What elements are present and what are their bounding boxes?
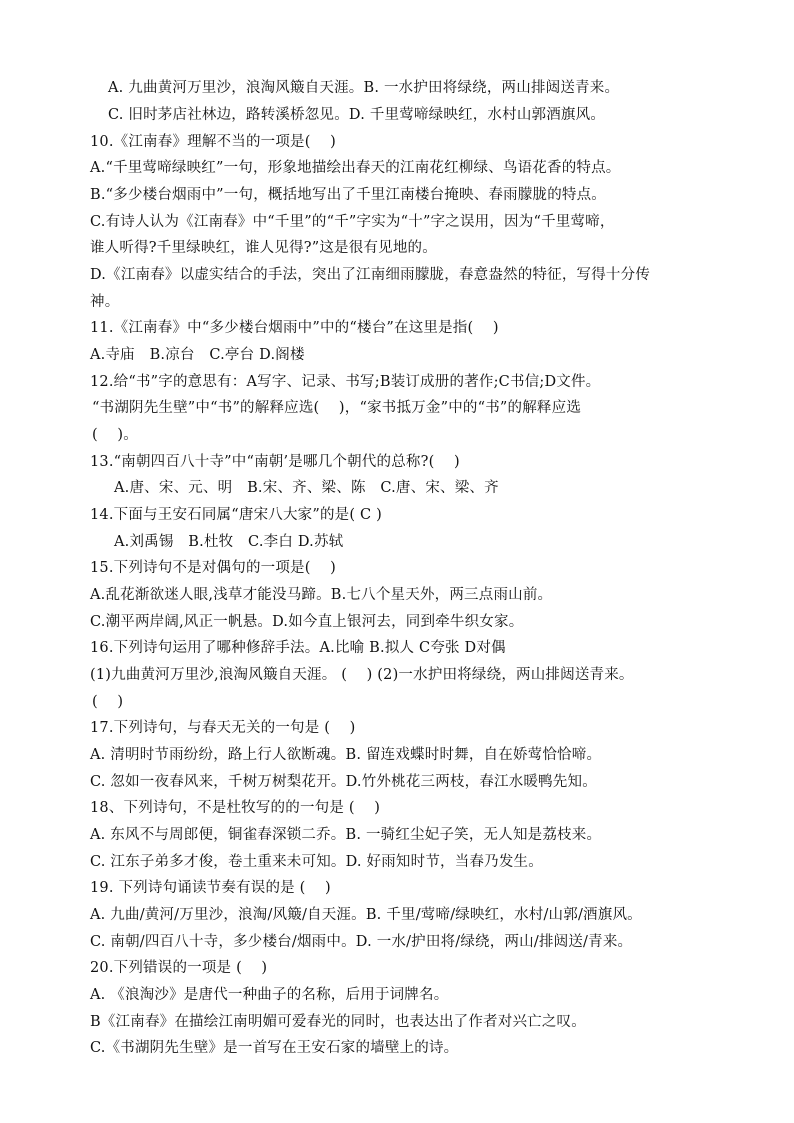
question-17-stem: 17.下列诗句，与春天无关的一句是 ( ) [90,720,356,736]
answer-options-line: A.唐、宋、元、明 B.宋、齐、梁、陈 C.唐、宋、梁、齐 [114,480,499,496]
question-line: (1)九曲黄河万里沙,浪淘风簸自天涯。 ( ) (2)一水护田将绿绕，两山排闼送青来。 [90,667,634,683]
question-10-stem: 10.《江南春》理解不当的一项是( ) [90,134,336,150]
answer-option-line: D.《江南春》以虚实结合的手法，突出了江南细雨朦胧，春意盎然的特征，写得十分传 [90,267,651,283]
answer-options-line: A. 九曲黄河万里沙，浪淘风簸自天涯。B. 一水护田将绿绕，两山排闼送青来。 [108,80,620,96]
answer-options-line: C. 江东子弟多才俊，卷土重来未可知。D. 好雨知时节，当春乃发生。 [90,854,543,870]
answer-option-line: B.“多少楼台烟雨中”一句，概括地写出了千里江南楼台掩映、春雨朦胧的特点。 [90,187,606,203]
answer-options-line: A. 东风不与周郎便，铜雀春深锁二乔。B. 一骑红尘妃子笑，无人知是荔枝来。 [90,827,602,843]
answer-options-line: A. 九曲/黄河/万里沙，浪淘/风簸/自天涯。B. 千里/莺啼/绿映红，水村/山郭/酒旗风。 [90,907,642,923]
question-12-stem: 12.给“书”字的意思有：A写字、记录、书写;B装订成册的著作;C书信;D文件。 [90,374,601,390]
question-19-stem: 19. 下列诗句诵读节奏有误的是 ( ) [90,880,331,896]
question-13-stem: 13.“南朝四百八十寺”中“南朝’是哪几个朝代的总称?( ) [90,454,460,470]
answer-options-line: A. 清明时节雨纷纷，路上行人欲断魂。B. 留连戏蝶时时舞，自在娇莺恰恰啼。 [90,747,602,763]
answer-option-line: C.《书湖阴先生壁》是一首写在王安石家的墙壁上的诗。 [90,1040,459,1056]
question-line: ( ) [92,694,124,710]
answer-options-line: C. 旧时茅店社林边，路转溪桥忽见。D. 千里莺啼绿映红，水村山郭酒旗风。 [108,107,606,123]
question-11-stem: 11.《江南春》中“多少楼台烟雨中”中的“楼台”在这里是指( ) [90,320,499,336]
answer-options-line: A.乱花渐欲迷人眼,浅草才能没马蹄。B.七八个星天外，两三点雨山前。 [90,587,553,603]
answer-option-line: A.“千里莺啼绿映红”一句，形象地描绘出春天的江南花红柳绿、鸟语花香的特点。 [90,160,621,176]
answer-options-line: A.刘禹锡 B.杜牧 C.李白 D.苏轼 [114,534,344,550]
question-line: ( )。 [92,427,138,443]
question-18-stem: 18、下列诗句，不是杜牧写的的一句是 ( ) [90,800,381,816]
answer-options-line: A.寺庙 B.凉台 C.亭台 D.阁楼 [90,347,305,363]
answer-options-line: C.潮平两岸阔,风正一帆悬。D.如今直上银河去，同到牵牛织女家。 [90,614,524,630]
answer-options-line: C. 忽如一夜春风来，千树万树梨花开。D.竹外桃花三两枝，春江水暖鸭先知。 [90,774,597,790]
answer-option-line: A. 《浪淘沙》是唐代一种曲子的名称，后用于词牌名。 [90,987,449,1003]
question-20-stem: 20.下列错误的一项是 ( ) [90,960,268,976]
answer-option-line: C.有诗人认为《江南春》中“千里”的“千”字实为“十”字之误用，因为“千里莺啼， [90,214,615,230]
question-14-stem: 14.下面与王安石同属“唐宋八大家”的是( C ) [90,507,383,523]
answer-option-line: 谁人听得?千里绿映红，谁人见得?”这是很有见地的。 [90,240,437,256]
question-15-stem: 15.下列诗句不是对偶句的一项是( ) [90,560,336,576]
answer-option-line: 神。 [90,294,120,310]
answer-options-line: C. 南朝/四百八十寺，多少楼台/烟雨中。D. 一水/护田将/绿绕，两山/排闼送/青来。 [90,934,633,950]
question-16-stem: 16.下列诗句运用了哪种修辞手法。A.比喻 B.拟人 C夸张 D对偶 [90,640,506,656]
answer-option-line: B《江南春》在描绘江南明媚可爱春光的同时，也表达出了作者对兴亡之叹。 [90,1014,586,1030]
question-line: “书湖阴先生壁”中“书”的解释应选( )，“家书抵万金”中的“书”的解释应选 [92,400,582,416]
